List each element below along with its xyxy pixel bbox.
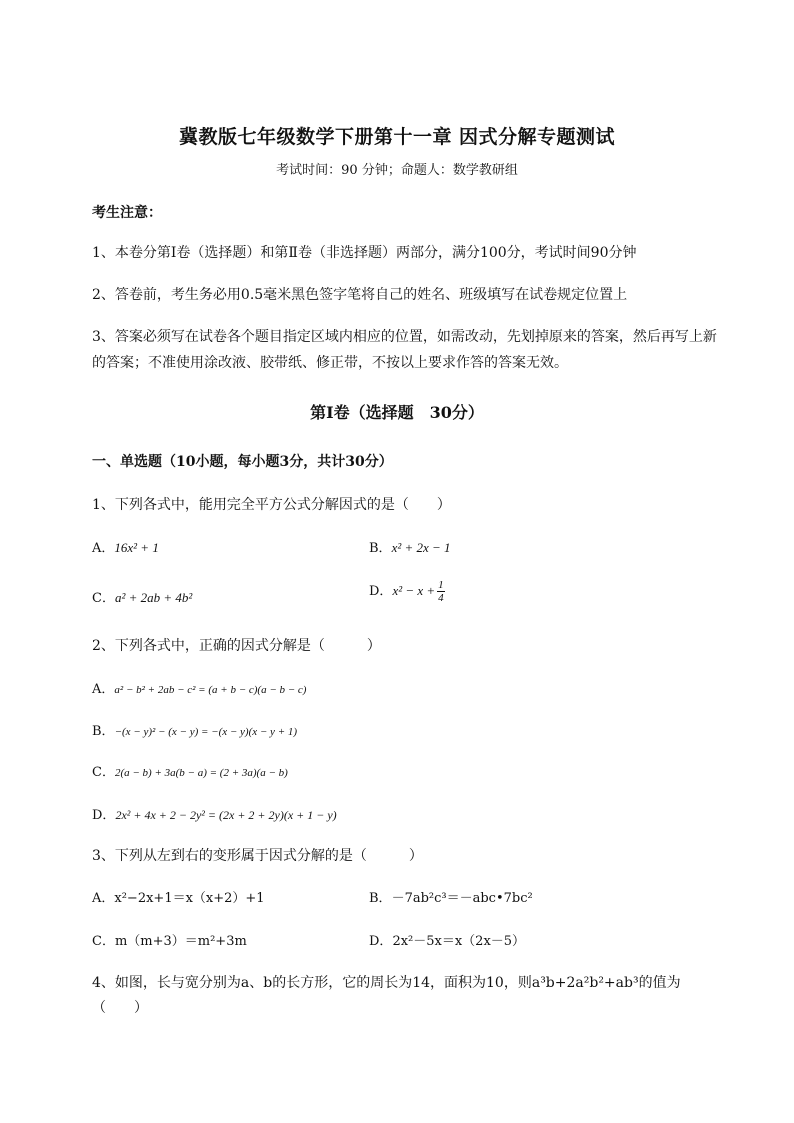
option-label: B． [369, 891, 392, 906]
option-label: C． [92, 934, 115, 949]
question-2-option-c[interactable] [92, 761, 288, 780]
question-1-option-c[interactable] [92, 587, 192, 606]
option-label: B． [369, 541, 392, 556]
notice-item-1: 1、本卷分第Ⅰ卷（选择题）和第Ⅱ卷（非选择题）两部分，满分100分，考试时间90分钟 [92, 245, 637, 261]
question-3-option-d[interactable] [369, 930, 525, 949]
question-4-stem-cont: （ ） [92, 1000, 148, 1016]
question-1-option-d[interactable] [369, 579, 445, 604]
option-text: m（m+3）＝m²+3m [114, 934, 247, 949]
exam-title: 冀教版七年级数学下册第十一章 因式分解专题测试 [178, 126, 616, 148]
option-text: a² − b² + 2ab − c² = (a + b − c)(a − b − c) [114, 684, 307, 696]
exam-subtitle: 考试时间：90 分钟；命题人：数学教研组 [276, 163, 518, 178]
option-label: A． [92, 891, 115, 906]
question-3-option-c[interactable] [92, 930, 247, 949]
notice-item-3: 3、答案必须写在试卷各个题目指定区域内相应的位置，如需改动，先划掉原来的答案，然后再写上新 [92, 329, 717, 345]
option-label: A． [92, 541, 115, 556]
question-1-stem: 1、下列各式中，能用完全平方公式分解因式的是（ ） [92, 497, 451, 513]
question-3-stem: 3、下列从左到右的变形属于因式分解的是（ ） [92, 848, 423, 864]
option-label: D． [92, 808, 116, 823]
question-3-option-a[interactable] [92, 887, 265, 906]
section-title: 第Ⅰ卷（选择题 30分） [310, 403, 484, 422]
option-label: C． [92, 591, 115, 606]
question-3-option-b[interactable] [369, 887, 533, 906]
question-2-option-d[interactable] [92, 804, 337, 823]
option-text: x²−2x+1＝x（x+2）+1 [114, 891, 265, 906]
option-text: 2(a − b) + 3a(b − a) = (2 + 3a)(a − b) [114, 767, 288, 779]
notice-item-2: 2、答卷前，考生务必用0.5毫米黑色签字笔将自己的姓名、班级填写在试卷规定位置上 [92, 287, 628, 303]
question-4-stem: 4、如图，长与宽分别为a、b的长方形，它的周长为14，面积为10，则a³b+2a²b²+ab³的值为 [92, 975, 681, 991]
option-text: 2x²－5x＝x（2x－5） [392, 934, 526, 949]
option-label: D． [369, 584, 393, 599]
option-label: C． [92, 765, 115, 780]
option-text: −(x − y)² − (x − y) = −(x − y)(x − y + 1) [114, 726, 298, 738]
question-1-option-a[interactable] [92, 537, 159, 556]
option-label: A． [92, 682, 115, 697]
part-heading: 一、单选题（10小题，每小题3分，共计30分） [92, 454, 393, 470]
fraction-denominator: 4 [438, 592, 444, 604]
question-2-option-b[interactable] [92, 720, 297, 739]
fraction [437, 579, 445, 604]
question-1-option-b[interactable] [369, 537, 451, 556]
notice-item-3-cont: 的答案；不准使用涂改液、胶带纸、修正带，不按以上要求作答的答案无效。 [92, 355, 568, 371]
option-label: D． [369, 934, 393, 949]
option-text: 16x² + 1 [114, 540, 159, 555]
question-2-stem: 2、下列各式中，正确的因式分解是（ ） [92, 638, 381, 654]
option-text: x² − x + [392, 583, 436, 598]
option-text: a² + 2ab + 4b² [114, 590, 193, 605]
option-text: 2x² + 4x + 2 − 2y² = (2x + 2 + 2y)(x + 1 − y) [115, 808, 337, 822]
option-text: x² + 2x − 1 [391, 540, 451, 555]
question-2-option-a[interactable] [92, 678, 306, 697]
fraction-numerator: 1 [438, 579, 444, 591]
option-label: B． [92, 724, 115, 739]
option-text: －7ab²c³＝－abc•7bc² [391, 891, 533, 906]
notice-heading: 考生注意： [92, 205, 162, 221]
